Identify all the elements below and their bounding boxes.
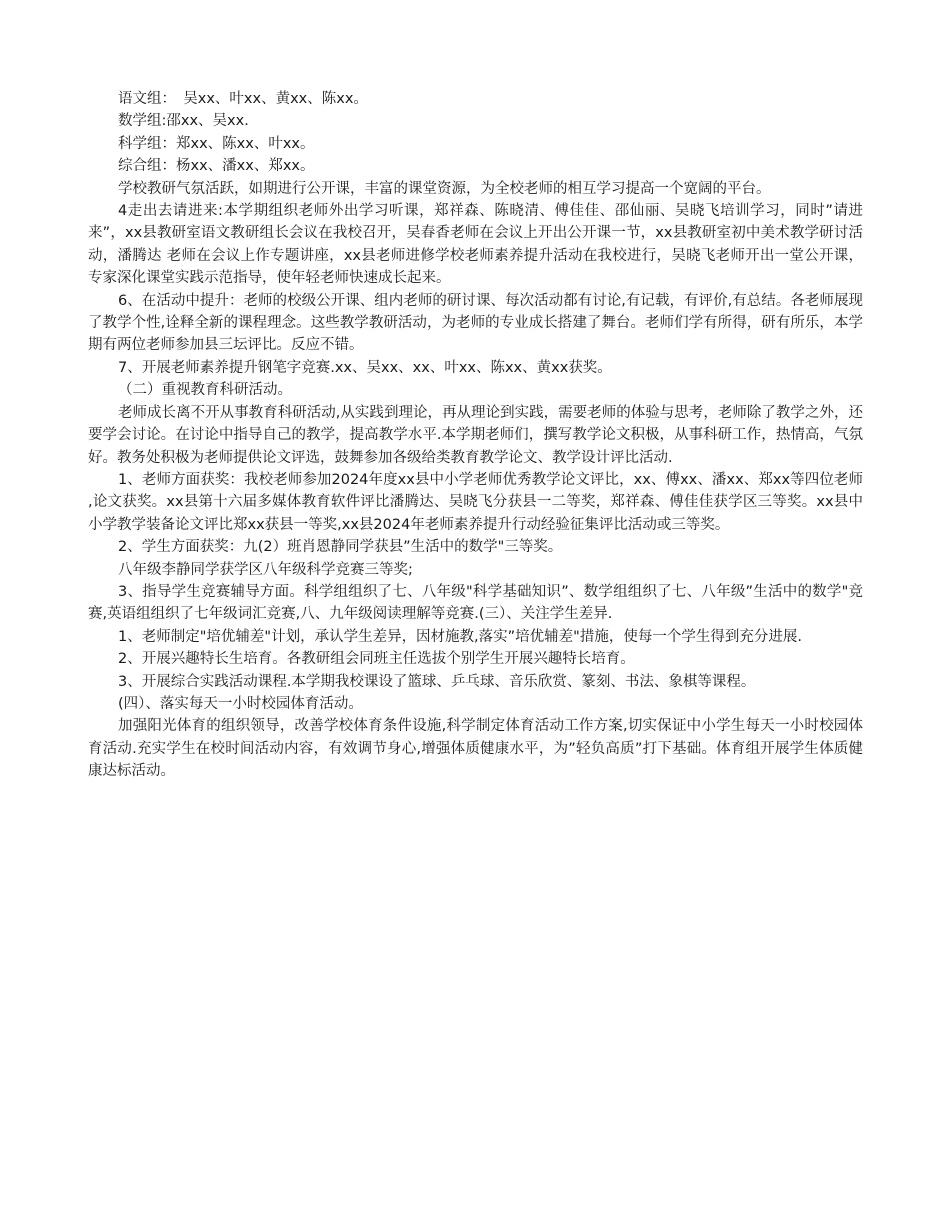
paragraph-math-group: 数学组:邵xx、吴xx. — [118, 113, 249, 130]
section-heading-research: （二）重视教育科研活动。 — [118, 382, 292, 399]
paragraph-student-awards: 2、学生方面获奖：九(2）班肖恩静同学获县”生活中的数学"三等奖。 — [118, 539, 563, 556]
paragraph-teaching-atmosphere: 学校教研气氛活跃，如期进行公开课，丰富的课堂资源，为全校老师的相互学习提高一个宽阔的平台。 — [118, 180, 771, 197]
paragraph-go-out-invite-in: 4走出去请进来:本学期组织老师外出学习听课，郑祥森、陈晓清、傅佳佳、邵仙丽、吴晓飞培训学习，同时”请进来”，xx县教研室语文教研组长会议在我校召开，吴春香老师在会议上开出公开课一节，xx县教研室初中美术教学研讨活动，潘腾达 老师在会议上作专题讲座，xx县老师进修学校老师素养提升活动在我校进行，吴晓飞老师开出一堂公开课，专家深化课堂实践示范指导，使年轻老师快速成长起来。 — [88, 203, 863, 287]
paragraph-tutoring-plan: 1、老师制定"培优辅差"计划，承认学生差异，因材施教,落实”培优辅差"措施，使每一个学生得到充分进展. — [118, 628, 802, 645]
paragraph-chinese-group: 语文组： 吴xx、叶xx、黄xx、陈xx。 — [118, 91, 368, 107]
section-heading-sports: (四）、落实每天一小时校园体育活动。 — [118, 695, 363, 712]
paragraph-practice-courses: 3、开展综合实践活动课程.本学期我校课设了篮球、乒乓球、音乐欣赏、篆刻、书法、象棋等课程。 — [118, 673, 756, 690]
paragraph-comprehensive-group: 综合组：杨xx、潘xx、郑xx。 — [118, 158, 315, 175]
paragraph-science-group: 科学组：郑xx、陈xx、叶xx。 — [118, 135, 315, 152]
paragraph-sunshine-sports: 加强阳光体育的组织领导，改善学校体育条件设施,科学制定体育活动工作方案,切实保证中小学生每天一小时校园体育活动.充实学生在校时间活动内容，有效调节身心,增强体质健康水平，为”轻负高质”打下基础。体育组开展学生体质健康达标活动。 — [88, 718, 863, 780]
paragraph-pen-calligraphy-contest: 7、开展老师素养提升钢笔字竞赛.xx、吴xx、xx、叶xx、陈xx、黄xx获奖。 — [118, 359, 612, 376]
document-page — [88, 88, 863, 783]
paragraph-interest-training: 2、开展兴趣特长生培育。各教研组会同班主任选拔个别学生开展兴趣特长培育。 — [118, 651, 635, 668]
paragraph-grade8-award: 八年级李静同学获学区八年级科学竞赛三等奖; — [118, 561, 413, 578]
paragraph-competition-coaching: 3、指导学生竞赛辅导方面。科学组组织了七、八年级"科学基础知识”、数学组组织了七、八年级”生活中的数学"竞赛,英语组组织了七年级词汇竞赛,八、九年级阅读理解等竞赛.(三）、关注学生差异. — [88, 583, 863, 623]
paragraph-teacher-awards: 1、老师方面获奖：我校老师参加2024年度xx县中小学老师优秀教学论文评比，xx、傅xx、潘xx、郑xx等四位老师 ,论文获奖。xx县第十六届多媒体教育软件评比潘腾达、吴晓飞分获县一二等奖，郑祥森、傅佳佳获学区三等奖。xx县中小学教学装备论文评比郑xx获县一等奖,xx县2024年老师素养提升行动经验征集评比活动或三等奖。 — [88, 471, 863, 533]
paragraph-improve-in-activities: 6、在活动中提升：老师的校级公开课、组内老师的研讨课、每次活动都有讨论,有记载，有评价,有总结。各老师展现了教学个性,诠释全新的课程理念。这些教学教研活动，为老师的专业成长搭建了舞台。老师们学有所得，研有所乐，本学期有两位老师参加县三坛评比。反应不错。 — [88, 292, 863, 354]
paragraph-research-activities: 老师成长离不开从事教育科研活动,从实践到理论，再从理论到实践，需要老师的体验与思考，老师除了教学之外，还要学会讨论。在讨论中指导自己的教学，提高教学水平.本学期老师们，撰写教学论文积极，从事科研工作，热情高，气氛好。教务处积极为老师提供论文评选，鼓舞参加各级给类教育教学论文、教学设计评比活动. — [88, 404, 863, 466]
